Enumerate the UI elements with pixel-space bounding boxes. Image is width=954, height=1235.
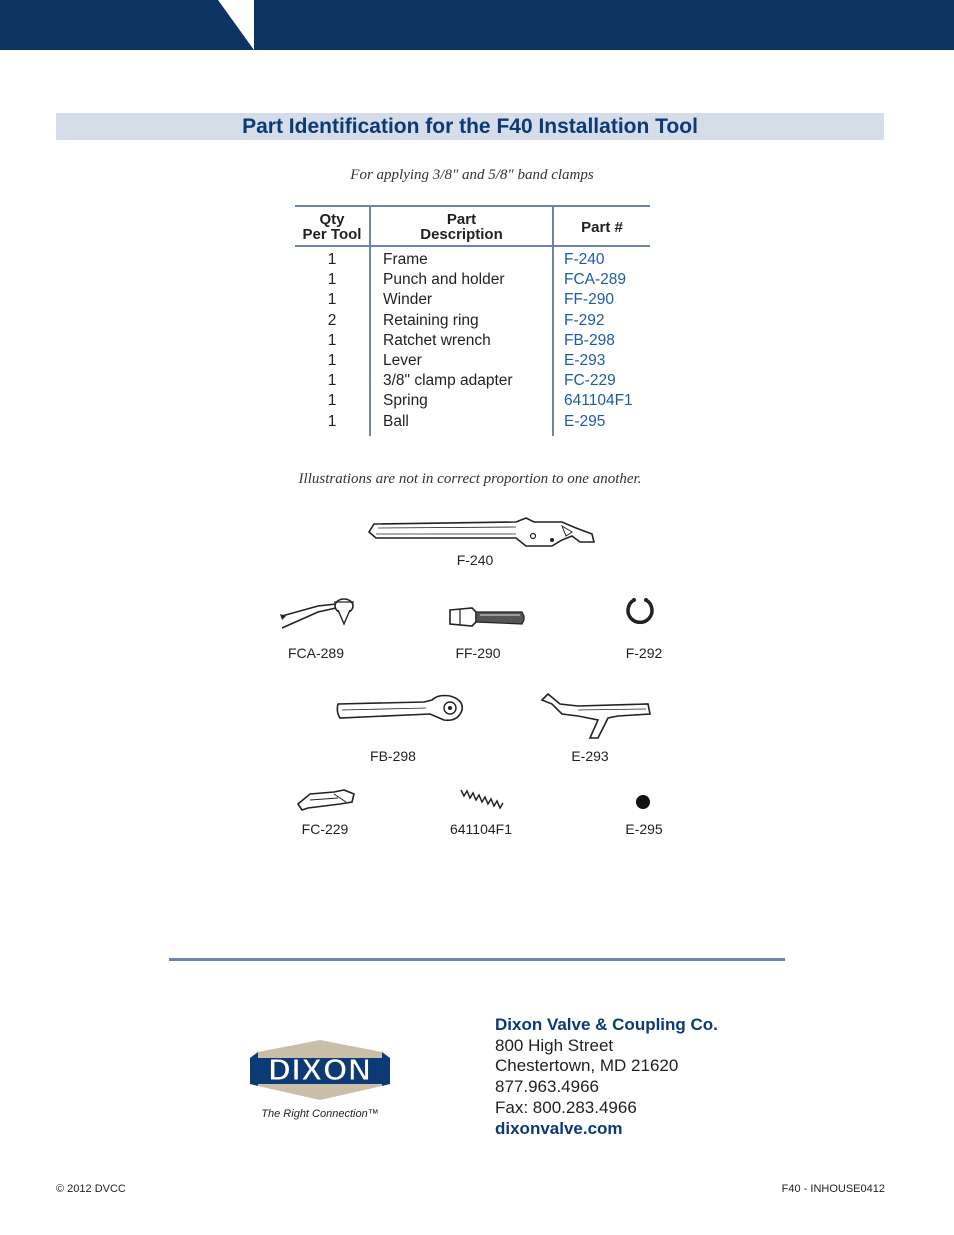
header-bar (0, 0, 954, 50)
qty-cell: 1 (295, 351, 370, 371)
label-ring: F-292 (625, 645, 663, 661)
adapter-illustration (294, 786, 358, 814)
part-number-cell: FC-229 (564, 372, 616, 390)
label-frame: F-240 (456, 552, 494, 568)
contact-block (495, 1015, 718, 1139)
table-row (295, 351, 650, 371)
header-part-number (553, 206, 650, 246)
table-row (295, 412, 650, 436)
description-cell: Punch and holder (370, 270, 553, 290)
table-row (295, 246, 650, 270)
part-number-cell: E-293 (564, 352, 606, 370)
qty-cell: 1 (295, 270, 370, 290)
lever-illustration (538, 690, 654, 742)
qty-cell: 1 (295, 331, 370, 351)
spring-illustration (459, 786, 507, 812)
description-cell: Ball (370, 412, 553, 436)
qty-cell: 1 (295, 412, 370, 436)
winder-illustration (448, 604, 528, 630)
phone-number: 877.963.4966 (495, 1077, 599, 1097)
description-cell: Winder (370, 290, 553, 310)
label-ball: E-295 (625, 821, 663, 837)
street-address: 800 High Street (495, 1035, 614, 1055)
header-desc-text: Part Description (420, 211, 503, 243)
table-header-row (295, 206, 650, 246)
description-cell: Retaining ring (370, 311, 553, 331)
proportion-note: Illustrations are not in correct proportion to one another. (298, 471, 642, 487)
header-pn-text: Part # (581, 218, 623, 236)
dixon-wordmark: DIXON (268, 1052, 372, 1087)
table-row (295, 270, 650, 290)
ball-illustration (635, 794, 651, 810)
table-row (295, 391, 650, 411)
city-state-zip: Chestertown, MD 21620 (495, 1056, 679, 1076)
table-row (295, 331, 650, 351)
description-cell: Spring (370, 391, 553, 411)
description-cell: 3/8" clamp adapter (370, 371, 553, 391)
label-spring: 641104F1 (449, 821, 512, 837)
part-number-cell: FB-298 (564, 331, 615, 349)
header-qty-text: Qty Per Tool (302, 211, 362, 243)
table-row (295, 311, 650, 331)
punch-illustration (278, 594, 358, 634)
copyright: © 2012 DVCC (56, 1183, 126, 1195)
ring-illustration (624, 595, 656, 629)
dixon-logo (248, 1038, 392, 1120)
description-cell: Frame (370, 246, 553, 270)
header-notch (218, 0, 254, 50)
title-band (56, 113, 884, 140)
part-number-cell: FF-290 (564, 291, 614, 309)
qty-cell: 1 (295, 371, 370, 391)
header-qty (295, 206, 370, 246)
label-winder: FF-290 (455, 645, 501, 661)
website-link[interactable]: dixonvalve.com (495, 1118, 623, 1138)
logo-tagline: The Right Connection™ (261, 1108, 379, 1120)
qty-cell: 1 (295, 246, 370, 270)
fax-number: Fax: 800.283.4966 (495, 1097, 637, 1117)
page-title: Part Identification for the F40 Installation Tool (242, 115, 698, 138)
header-description (370, 206, 553, 246)
label-punch: FCA-289 (287, 645, 345, 661)
company-name: Dixon Valve & Coupling Co. (495, 1015, 718, 1034)
part-number-cell: E-295 (564, 412, 606, 430)
parts-table (295, 205, 650, 436)
wrench-illustration (334, 692, 468, 726)
qty-cell: 2 (295, 311, 370, 331)
label-adapter: FC-229 (301, 821, 349, 837)
document-code: F40 - INHOUSE0412 (781, 1183, 885, 1195)
divider-rule (169, 958, 785, 961)
qty-cell: 1 (295, 391, 370, 411)
part-number-cell: F-292 (564, 311, 605, 329)
label-wrench: FB-298 (370, 748, 416, 764)
part-number-cell: F-240 (564, 251, 605, 268)
table-row (295, 371, 650, 391)
table-row (295, 290, 650, 310)
description-cell: Ratchet wrench (370, 331, 553, 351)
label-lever: E-293 (571, 748, 609, 764)
part-number-cell: FCA-289 (564, 271, 627, 289)
description-cell: Lever (370, 351, 553, 371)
part-number-cell: 641104F1 (564, 392, 633, 410)
subtitle: For applying 3/8" and 5/8" band clamps (350, 167, 594, 183)
qty-cell: 1 (295, 290, 370, 310)
frame-illustration (366, 512, 598, 552)
